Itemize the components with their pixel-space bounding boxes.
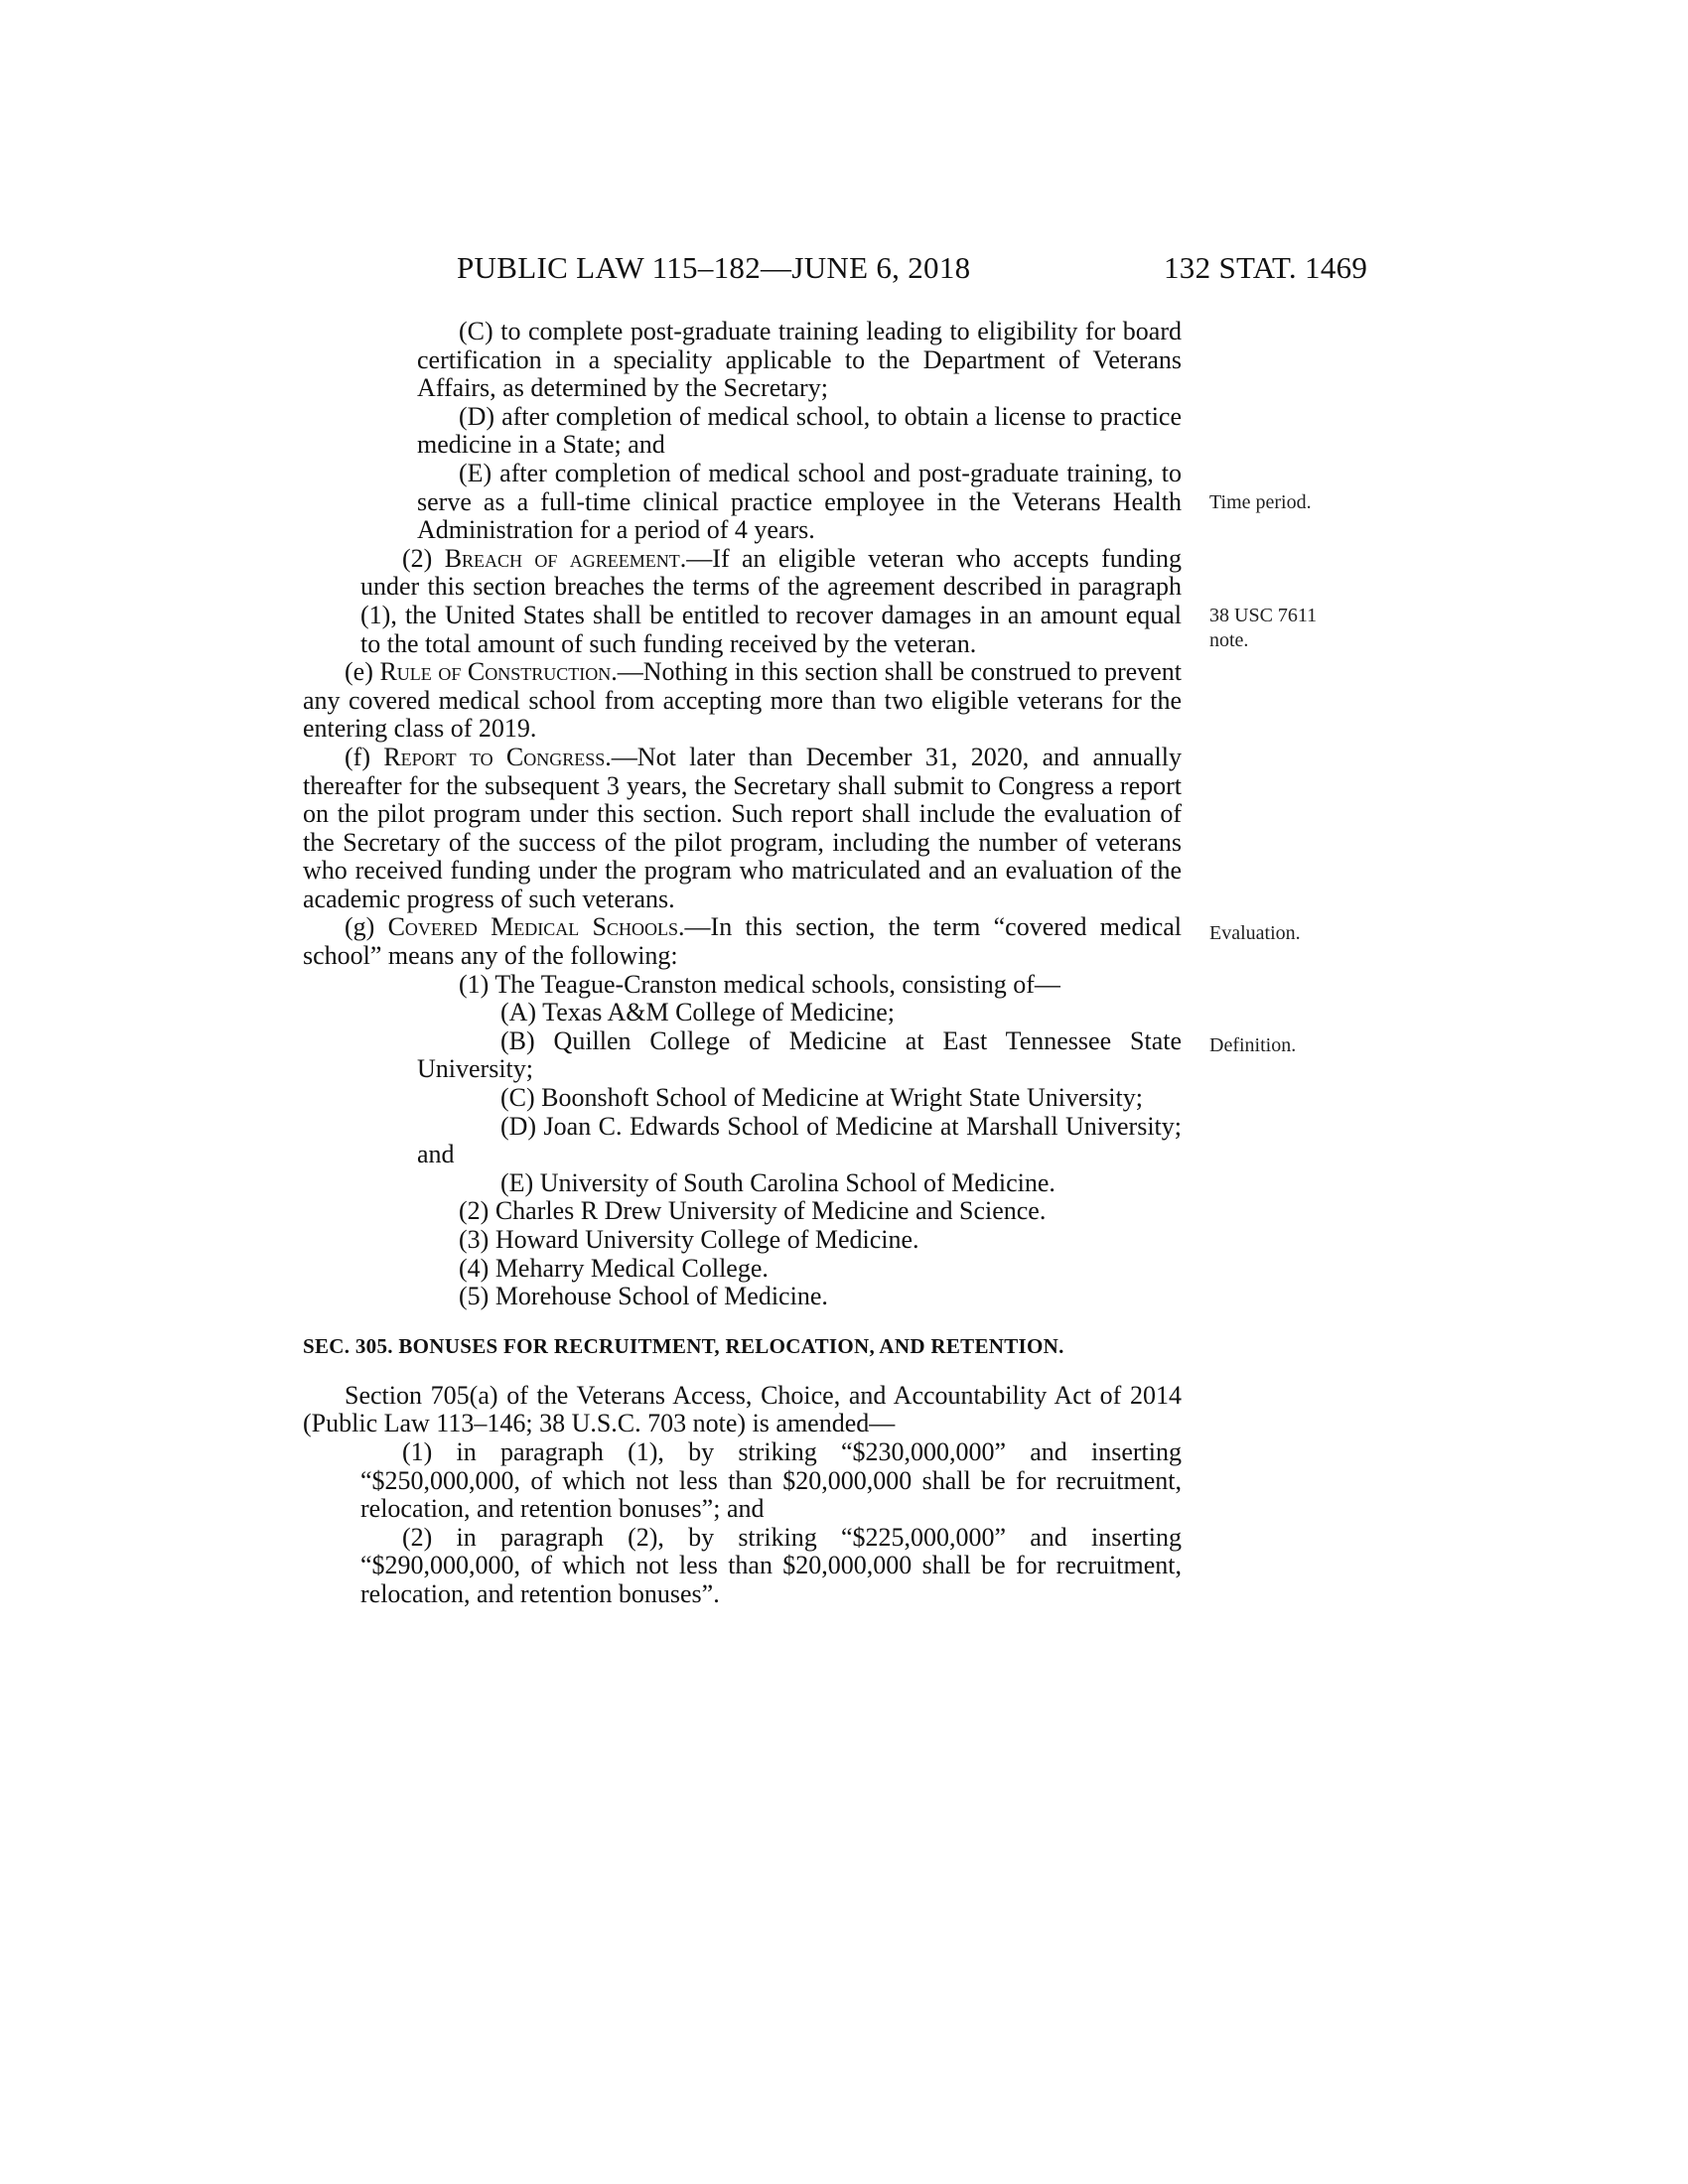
subsection-covered-medical-schools (303, 913, 1182, 970)
list-item-3: (3) Howard University College of Medicine. (459, 1225, 919, 1254)
amendment-1: (1) in paragraph (1), by striking “$230,000,000” and inserting “$250,000,000, of which not less than $20,000,000 shall be for recruitment, relocation, and retention bonuses”; and (360, 1436, 1182, 1524)
margin-note-time-period: Time period. (1209, 491, 1312, 513)
list-item-1b: (B) Quillen College of Medicine at East Tennessee State University; (417, 1025, 1182, 1084)
paragraph-heading: Breach of agreement (444, 543, 680, 573)
list-item-1d: (D) Joan C. Edwards School of Medicine at Marshall University; and (417, 1111, 1182, 1169)
margin-note-evaluation: Evaluation. (1209, 922, 1301, 944)
subsection-text: .—In this section, the term “covered medical school” means any of the following: (303, 912, 1182, 971)
subsection-label: (f) (345, 742, 384, 771)
list-item-4: (4) Meharry Medical College. (459, 1253, 769, 1283)
section-intro: Section 705(a) of the Veterans Access, Choice, and Accountability Act of 2014 (Public Law 113–146; 38 U.S.C. 703 note) is amended— (303, 1380, 1182, 1438)
margin-note-usc-line: 38 USC 7611 (1209, 605, 1318, 626)
subsection-text: .—Not later than December 31, 2020, and annually thereafter for the subsequent 3 years, the Secretary shall submit to Congress a report on the pilot program under this section. Such report shall include the evaluation of the Secretary of the success of the pilot program, including the number of veterans who received funding under the program who matriculated and an evaluation of the academic progress of such veterans. (303, 742, 1182, 913)
subsection-report-to-congress (303, 744, 1182, 914)
document-body (303, 318, 1182, 1609)
subparagraph-e: (E) after completion of medical school and post-graduate training, to serve as a full-time clinical practice employee in the Veterans Health Administration for a period of 4 years. (417, 458, 1182, 545)
running-header-title: PUBLIC LAW 115–182—JUNE 6, 2018 (457, 250, 971, 285)
page-stat-number: 132 STAT. 1469 (1164, 250, 1368, 285)
paragraph-text: .—If an eligible veteran who accepts funding under this section breaches the terms of the agreement described in paragraph (1), the United States shall be entitled to recover damages in an amount equal to the total amount of such funding received by the veteran. (360, 543, 1182, 658)
margin-note-definition: Definition. (1209, 1034, 1297, 1056)
subsection-label: (g) (345, 912, 388, 942)
list-item-1e: (E) University of South Carolina School of Medicine. (500, 1167, 1055, 1197)
subsection-rule-of-construction (303, 658, 1182, 744)
margin-note-usc-note: note. (1209, 629, 1249, 651)
list-item-1: (1) The Teague-Cranston medical schools, consisting of— (459, 969, 1060, 999)
section-305-body (303, 1382, 1182, 1609)
list-item-1a: (A) Texas A&M College of Medicine; (500, 998, 896, 1027)
subparagraph-c: (C) to complete post-graduate training leading to eligibility for board certification in a speciality applicable to the Department of Veterans Affairs, as determined by the Secretary; (417, 317, 1182, 403)
subparagraph-d: (D) after completion of medical school, to obtain a license to practice medicine in a State; and (417, 401, 1182, 460)
amendment-2: (2) in paragraph (2), by striking “$225,000,000” and inserting “$290,000,000, of which not less than $20,000,000 shall be for recruitment, relocation, and retention bonuses”. (360, 1522, 1182, 1608)
subsection-label: (e) (345, 657, 380, 687)
paragraph-breach-of-agreement (303, 545, 1182, 658)
list-item-1c: (C) Boonshoft School of Medicine at Wright State University; (500, 1083, 1143, 1113)
list-item-2: (2) Charles R Drew University of Medicine and Science. (459, 1196, 1047, 1226)
subsection-heading: Report to Congress (383, 742, 606, 771)
subsection-text: .—Nothing in this section shall be construed to prevent any covered medical school from accepting more than two eligible veterans for the entering class of 2019. (303, 657, 1182, 744)
paragraph-label: (2) (402, 543, 445, 573)
section-heading: SEC. 305. BONUSES FOR RECRUITMENT, RELOCATION, AND RETENTION. (303, 1333, 1064, 1358)
subsection-heading: Covered Medical Schools (387, 912, 679, 942)
margin-note-usc-citation (1209, 604, 1317, 653)
subsection-heading: Rule of Construction (379, 657, 612, 687)
list-item-5: (5) Morehouse School of Medicine. (459, 1282, 828, 1311)
